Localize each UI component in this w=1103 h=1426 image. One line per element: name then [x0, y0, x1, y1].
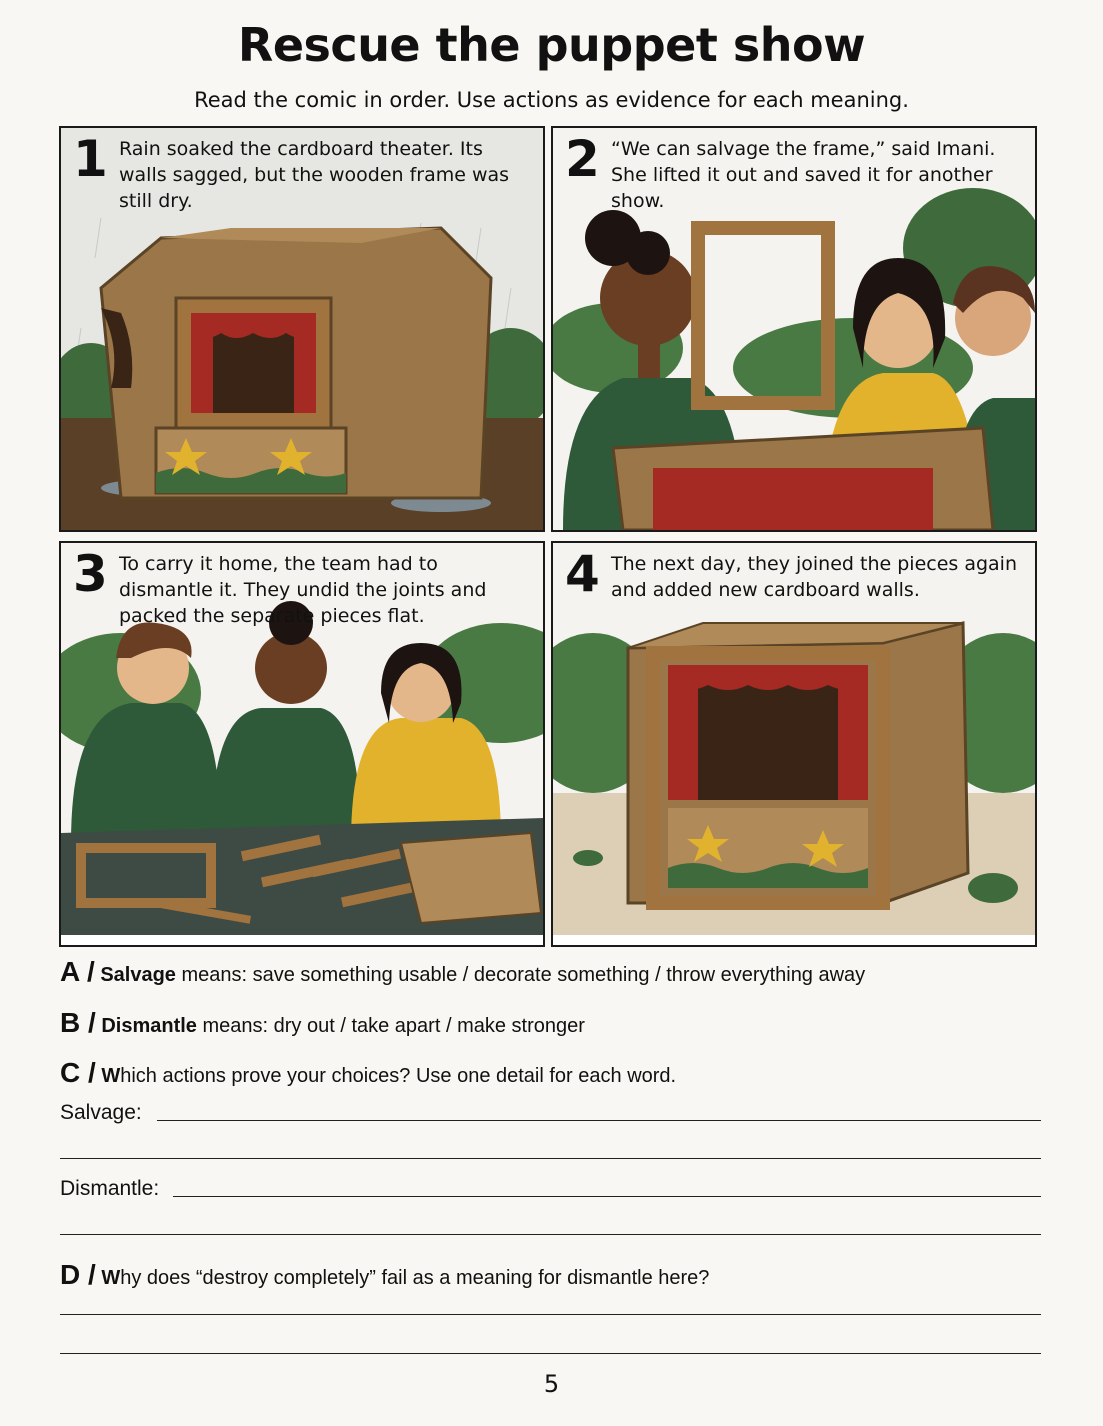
question-d-letter: D / — [60, 1259, 96, 1290]
question-d-term: W — [101, 1267, 121, 1289]
panel-2-caption: “We can salvage the frame,” said Imani. She lifted it out and saved it for another show. — [611, 138, 996, 212]
question-d-answer-line-2[interactable] — [60, 1353, 1041, 1354]
panel-2-number: 2 — [565, 130, 600, 188]
question-a-term: Salvage — [100, 964, 176, 986]
comic-panel-1 — [59, 126, 545, 532]
page-number: 5 — [543, 1370, 560, 1398]
question-c-term: W — [101, 1065, 121, 1087]
question-b — [60, 1007, 585, 1039]
comic-panel-3 — [59, 541, 545, 947]
question-c — [60, 1057, 676, 1089]
comic-panel-4 — [551, 541, 1037, 947]
question-c-letter: C / — [60, 1057, 96, 1088]
question-a-letter: A / — [60, 956, 95, 987]
question-b-letter: B / — [60, 1007, 96, 1038]
question-a-text: means: save something usable / decorate something / throw everything away — [175, 964, 866, 986]
question-a — [60, 956, 865, 988]
page-subtitle: Read the comic in order. Use actions as evidence for each meaning. — [194, 88, 909, 112]
question-b-term: Dismantle — [101, 1015, 197, 1037]
salvage-write-label: Salvage: — [60, 1101, 142, 1124]
page-title: Rescue the puppet show — [237, 18, 866, 72]
question-c-text: hich actions prove your choices? Use one detail for each word. — [120, 1065, 677, 1087]
question-b-text: means: dry out / take apart / make stronger — [196, 1015, 585, 1037]
question-d-text: hy does “destroy completely” fail as a meaning for dismantle here? — [120, 1267, 710, 1289]
panel-1-caption: Rain soaked the cardboard theater. Its walls sagged, but the wooden frame was still dry. — [119, 138, 510, 212]
salvage-answer-line-2[interactable] — [60, 1158, 1041, 1159]
dismantle-write-label: Dismantle: — [60, 1177, 160, 1200]
panel-3-number: 3 — [73, 545, 108, 603]
question-d-answer-line-1[interactable] — [60, 1314, 1041, 1315]
dismantle-answer-line-2[interactable] — [60, 1234, 1041, 1235]
panel-4-number: 4 — [565, 545, 600, 603]
panel-4-caption: The next day, they joined the pieces again and added new cardboard walls. — [611, 553, 1018, 601]
salvage-answer-line[interactable] — [157, 1120, 1041, 1121]
comic-panel-2 — [551, 126, 1037, 532]
question-d — [60, 1259, 709, 1291]
panel-3-caption: To carry it home, the team had to dismantle it. They undid the joints and packed the separate pieces flat. — [119, 553, 487, 627]
dismantle-answer-line[interactable] — [173, 1196, 1041, 1197]
panel-1-number: 1 — [73, 130, 108, 188]
